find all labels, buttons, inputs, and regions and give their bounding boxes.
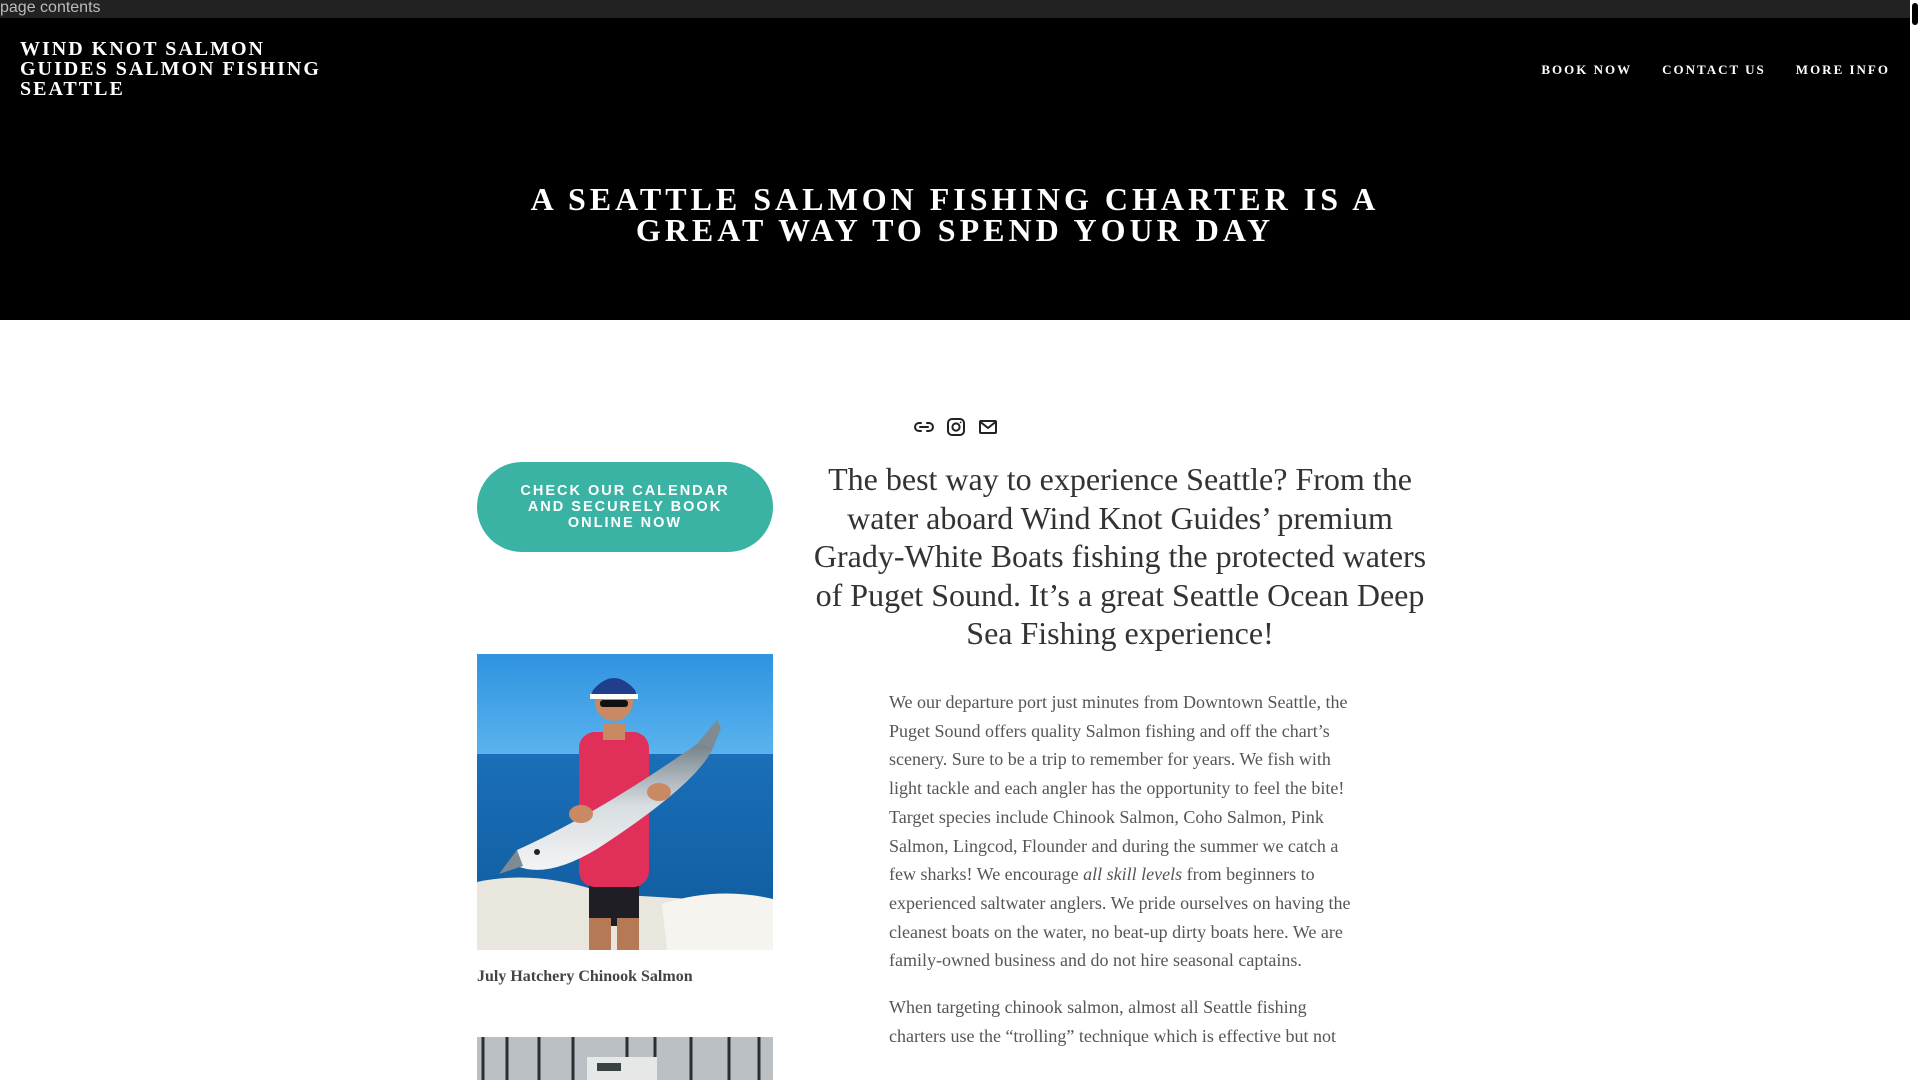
main-nav [1541, 62, 1890, 78]
page-contents-label: page contents [0, 0, 101, 16]
paragraph-1: We our departure port just minutes from Downtown Seattle, the Puget Sound offers quality Salmon fishing and off the chart’s scenery. Sure to be a trip to remember for years. We fish with light tackle and each angler has the opportunity to feel the bite! Target species include Chinook Salmon, Coho Salmon, Pink Salmon, Lingcod, Flounder and during the summer we catch a few sharks! We encourage all skill levels from beginners to experienced saltwater anglers. We pride ourselves on having the cleanest boats on the water, no beat-up dirty boats here. We are family-owned business and do not hire seasonal captains. [889, 692, 1351, 971]
paragraph-2: When targeting chinook salmon, almost all Seattle fishing charters use the “trolling” technique which is effective but not [889, 997, 1337, 1046]
hero-title: A SEATTLE SALMON FISHING CHARTER IS A GREAT WAY TO SPEND YOUR DAY [530, 181, 1380, 248]
chinook-salmon-photo [477, 654, 773, 950]
page-contents-bar [0, 0, 1910, 18]
email-icon[interactable] [976, 415, 1000, 439]
hero-header [0, 18, 1910, 320]
photo-caption: July Hatchery Chinook Salmon [477, 968, 693, 985]
social-links [912, 415, 1000, 439]
scrollbar-thumb[interactable] [1912, 3, 1918, 25]
link-icon[interactable] [912, 415, 936, 439]
nav-more-info[interactable]: MORE INFO [1795, 62, 1890, 77]
instagram-icon[interactable] [944, 415, 968, 439]
intro-heading: The best way to experience Seattle? From the water aboard Wind Knot Guides’ premium Grady-White Boats fishing the protected waters of Puget Sound. It’s a great Seattle Ocean Deep Sea Fishing experience! [813, 461, 1427, 651]
scrollbar[interactable] [1910, 0, 1920, 1080]
nav-book-now[interactable]: BOOK NOW [1541, 62, 1633, 77]
marina-photo [477, 1037, 773, 1080]
site-brand[interactable]: WIND KNOT SALMON GUIDES SALMON FISHING SEATTLE [20, 38, 321, 100]
article-body [889, 688, 1351, 1068]
book-online-button[interactable]: CHECK OUR CALENDAR AND SECURELY BOOK ONLINE NOW [477, 462, 773, 552]
nav-contact-us[interactable]: CONTACT US [1662, 62, 1766, 77]
